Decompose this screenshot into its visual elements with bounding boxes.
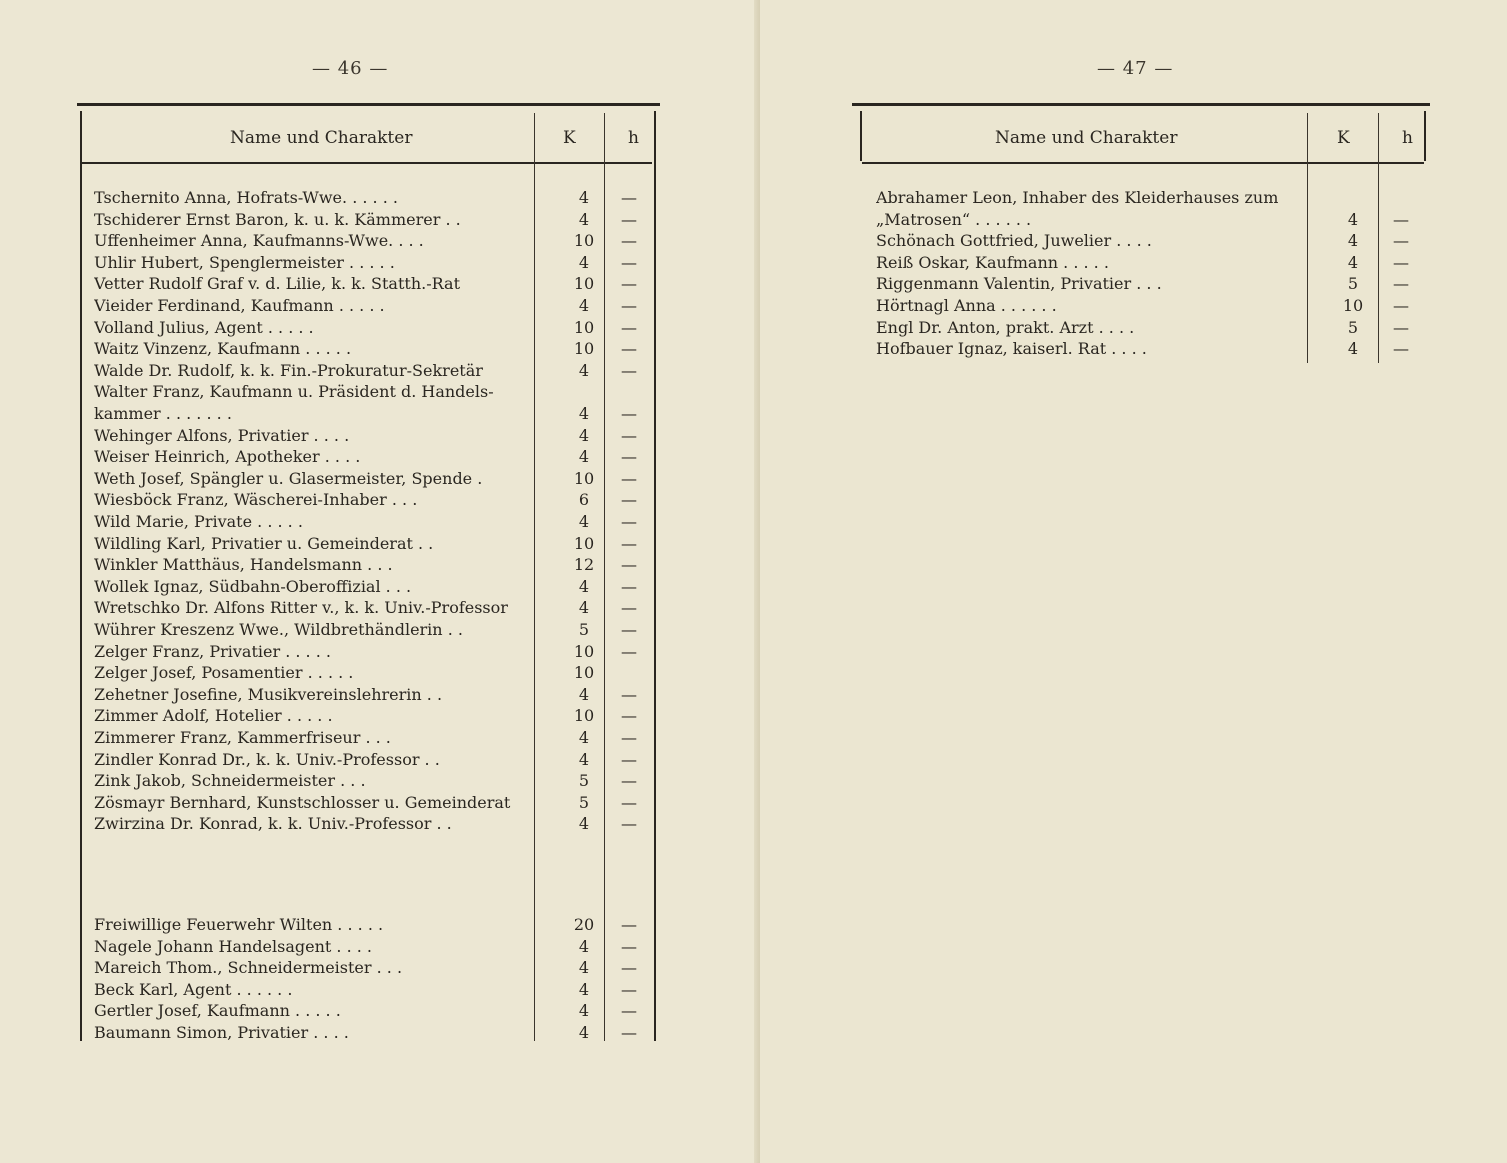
- entry-h-value: —: [621, 339, 637, 359]
- entry-h-value: —: [621, 749, 637, 769]
- entry-name: Weiser Heinrich, Apotheker . . . .: [94, 447, 361, 467]
- entry-h-value: —: [621, 706, 637, 726]
- entry-name: Nagele Johann Handelsagent . . . .: [94, 936, 373, 956]
- header-rule-right: [862, 162, 1424, 164]
- entry-k-value: 10: [573, 663, 595, 683]
- entry-name: Wildling Karl, Privatier u. Gemeinderat . .: [94, 533, 434, 553]
- entry-h-value: —: [621, 360, 637, 380]
- column-header-name-left: Name und Charakter: [230, 128, 413, 148]
- entry-name: Vieider Ferdinand, Kaufmann . . . . .: [94, 296, 385, 315]
- entry-k-value: 6: [578, 490, 590, 510]
- entry-name: Weth Josef, Spängler u. Glasermeister, Spende .: [94, 468, 483, 488]
- entry-name: Wehinger Alfons, Privatier . . . .: [94, 425, 350, 445]
- entry-h-value: —: [1393, 274, 1409, 294]
- table-row: [94, 489, 646, 511]
- table-row: [94, 252, 646, 274]
- entry-h-value: —: [621, 936, 637, 956]
- entry-name: Zösmayr Bernhard, Kunstschlosser u. Gemeinderat: [94, 792, 511, 812]
- entry-name: Schönach Gottfried, Juwelier . . . .: [876, 231, 1152, 251]
- entry-k-value: 4: [578, 1001, 590, 1021]
- entry-name: Gertler Josef, Kaufmann . . . . .: [94, 1001, 341, 1021]
- entry-name: Wiesböck Franz, Wäscherei-Inhaber . . .: [94, 490, 418, 510]
- table-row: [94, 813, 646, 835]
- entry-k-value: 4: [578, 684, 590, 704]
- table-row: [876, 187, 1418, 209]
- entry-name: Abrahamer Leon, Inhaber des Kleiderhauses zum: [876, 188, 1279, 207]
- entry-h-value: —: [621, 404, 637, 423]
- entry-h-value: —: [621, 490, 637, 510]
- entry-name: Walde Dr. Rudolf, k. k. Fin.-Prokuratur-Sekretär: [94, 360, 483, 380]
- entry-k-value: 10: [573, 231, 595, 251]
- top-rule-right: [852, 103, 1430, 106]
- entry-name: Walter Franz, Kaufmann u. Präsident d. Handels-: [94, 382, 494, 402]
- entry-k-value: 5: [1347, 274, 1359, 294]
- entry-k-value: 12: [573, 555, 595, 575]
- entry-h-value: —: [621, 1001, 637, 1021]
- entry-name: Uhlir Hubert, Spenglermeister . . . . .: [94, 252, 395, 272]
- table-row: [94, 792, 646, 814]
- entry-name: Tschernito Anna, Hofrats-Wwe. . . . . .: [94, 188, 398, 207]
- column-header-name-right: Name und Charakter: [995, 128, 1178, 148]
- entry-name: Mareich Thom., Schneidermeister . . .: [94, 958, 403, 978]
- entry-h-value: —: [621, 231, 637, 251]
- table-row: [876, 338, 1418, 360]
- entry-name: Freiwillige Feuerwehr Wilten . . . . .: [94, 915, 384, 934]
- entry-name: Hofbauer Ignaz, kaiserl. Rat . . . .: [876, 339, 1147, 359]
- entry-k-value: 4: [578, 936, 590, 956]
- table-row: [94, 705, 646, 727]
- entry-h-value: —: [621, 447, 637, 467]
- table-row: [94, 684, 646, 706]
- entry-name: Reiß Oskar, Kaufmann . . . . .: [876, 252, 1109, 272]
- entry-h-value: —: [621, 598, 637, 618]
- table-row: [94, 317, 646, 339]
- table-row: [94, 979, 646, 1001]
- entry-k-value: 5: [1347, 317, 1359, 337]
- entry-k-value: 10: [573, 274, 595, 294]
- entry-h-value: —: [621, 620, 637, 639]
- table-row: [94, 425, 646, 447]
- table-row: [94, 446, 646, 468]
- entry-name: Baumann Simon, Privatier . . . .: [94, 1023, 349, 1042]
- entry-name: Zwirzina Dr. Konrad, k. k. Univ.-Professor . .: [94, 814, 452, 834]
- entry-h-value: —: [1393, 339, 1409, 359]
- entry-name: Zimmerer Franz, Kammerfriseur . . .: [94, 728, 391, 747]
- column-header-k-right: K: [1337, 128, 1350, 148]
- entry-k-value: 4: [578, 447, 590, 467]
- entry-h-value: —: [621, 979, 637, 999]
- entry-h-value: —: [621, 684, 637, 704]
- table-row: [876, 273, 1418, 295]
- entry-k-value: 10: [573, 706, 595, 726]
- entry-name: Zelger Franz, Privatier . . . . .: [94, 641, 331, 661]
- right-page: [760, 0, 1507, 1163]
- entry-name: Volland Julius, Agent . . . . .: [94, 317, 314, 337]
- table-row: [94, 770, 646, 792]
- entry-k-value: 4: [578, 814, 590, 834]
- table-row: [876, 317, 1418, 339]
- entry-name: Wretschko Dr. Alfons Ritter v., k. k. Univ.-Professor: [94, 598, 508, 618]
- entry-h-value: —: [621, 296, 637, 315]
- entry-h-value: —: [621, 814, 637, 834]
- entry-name: Engl Dr. Anton, prakt. Arzt . . . .: [876, 317, 1135, 337]
- table-row: [94, 338, 646, 360]
- table-row: [94, 230, 646, 252]
- header-rule-left: [82, 162, 652, 164]
- entry-k-value: 4: [1347, 339, 1359, 359]
- entry-name: „Matrosen“ . . . . . .: [876, 209, 1032, 229]
- entry-name: Zehetner Josefine, Musikvereinslehrerin . .: [94, 684, 443, 704]
- entry-name: Wührer Kreszenz Wwe., Wildbrethändlerin . .: [94, 620, 463, 639]
- table-row: [94, 1000, 646, 1022]
- table-row: [94, 727, 646, 749]
- top-rule-left: [77, 103, 660, 106]
- entry-name: Winkler Matthäus, Handelsmann . . .: [94, 555, 393, 575]
- entry-k-value: 4: [578, 979, 590, 999]
- entry-name: Vetter Rudolf Graf v. d. Lilie, k. k. Statth.-Rat: [94, 274, 460, 294]
- table-row: [94, 360, 646, 382]
- entry-h-value: —: [621, 728, 637, 747]
- table-row: [94, 554, 646, 576]
- entry-k-value: 4: [578, 252, 590, 272]
- entry-k-value: 5: [578, 620, 590, 639]
- entry-h-value: —: [621, 792, 637, 812]
- entry-h-value: —: [1393, 231, 1409, 251]
- column-header-h-left: h: [628, 128, 639, 148]
- entry-h-value: —: [621, 274, 637, 294]
- entry-name: Uffenheimer Anna, Kaufmanns-Wwe. . . .: [94, 231, 424, 251]
- entry-name: Riggenmann Valentin, Privatier . . .: [876, 274, 1162, 294]
- table-row: [94, 957, 646, 979]
- table-row: [94, 209, 646, 231]
- entry-k-value: 4: [578, 1023, 590, 1042]
- table-row: [94, 1022, 646, 1044]
- table-row: [94, 619, 646, 641]
- entry-k-value: 4: [578, 512, 590, 531]
- table-row: [94, 749, 646, 771]
- entry-k-value: 4: [578, 958, 590, 978]
- entry-h-value: —: [621, 576, 637, 596]
- entry-h-value: —: [621, 771, 637, 791]
- entry-k-value: 10: [573, 317, 595, 337]
- entry-k-value: 4: [1347, 252, 1359, 272]
- entry-k-value: 4: [578, 296, 590, 315]
- table-row: [94, 533, 646, 555]
- entry-k-value: 4: [578, 360, 590, 380]
- entry-h-value: —: [621, 641, 637, 661]
- entry-h-value: —: [1393, 317, 1409, 337]
- table-row: [94, 576, 646, 598]
- table-row: [94, 662, 646, 684]
- entry-k-value: 4: [578, 425, 590, 445]
- entry-h-value: —: [1393, 209, 1409, 229]
- entry-k-value: 4: [578, 598, 590, 618]
- entry-name: Waitz Vinzenz, Kaufmann . . . . .: [94, 339, 352, 359]
- entry-k-value: 10: [573, 533, 595, 553]
- entry-k-value: 10: [573, 641, 595, 661]
- entry-name: Wollek Ignaz, Südbahn-Oberoffizial . . .: [94, 576, 412, 596]
- entry-k-value: 4: [1347, 231, 1359, 251]
- table-row: [876, 295, 1418, 317]
- column-header-k-left: K: [563, 128, 576, 148]
- column-header-h-right: h: [1402, 128, 1413, 148]
- table-row: [94, 641, 646, 663]
- table-row: [94, 597, 646, 619]
- entry-h-value: —: [1393, 252, 1409, 272]
- entry-h-value: —: [621, 188, 637, 207]
- table-row: [94, 511, 646, 533]
- entry-k-value: 4: [578, 728, 590, 747]
- entry-h-value: —: [621, 1023, 637, 1042]
- table-row: [94, 914, 646, 936]
- entry-k-value: 10: [573, 468, 595, 488]
- entry-h-value: —: [621, 533, 637, 553]
- entry-k-value: 4: [578, 188, 590, 207]
- table-row: [94, 381, 646, 403]
- entry-name: Zimmer Adolf, Hotelier . . . . .: [94, 706, 333, 726]
- table-row: [94, 187, 646, 209]
- table-row: [94, 273, 646, 295]
- entry-k-value: 5: [578, 771, 590, 791]
- entry-k-value: 4: [578, 209, 590, 229]
- page-number-left: — 46 —: [312, 58, 389, 79]
- entry-name: Tschiderer Ernst Baron, k. u. k. Kämmerer . .: [94, 209, 461, 229]
- entry-k-value: 5: [578, 792, 590, 812]
- entry-name: Zink Jakob, Schneidermeister . . .: [94, 771, 366, 791]
- table-row: [876, 230, 1418, 252]
- entry-k-value: 4: [578, 749, 590, 769]
- table-row: [94, 936, 646, 958]
- entry-k-value: 4: [578, 576, 590, 596]
- table-row: [94, 295, 646, 317]
- entry-k-value: 10: [573, 339, 595, 359]
- entry-k-value: 20: [573, 915, 595, 934]
- table-row: [876, 209, 1418, 231]
- table-row: [94, 403, 646, 425]
- entry-k-value: 4: [1347, 209, 1359, 229]
- entry-h-value: —: [621, 317, 637, 337]
- entry-name: Beck Karl, Agent . . . . . .: [94, 979, 293, 999]
- entry-k-value: 4: [578, 404, 590, 423]
- entry-name: Zindler Konrad Dr., k. k. Univ.-Professor . .: [94, 749, 440, 769]
- entry-h-value: —: [621, 915, 637, 934]
- entry-h-value: —: [621, 555, 637, 575]
- table-row: [876, 252, 1418, 274]
- entry-h-value: —: [621, 512, 637, 531]
- entry-name: Hörtnagl Anna . . . . . .: [876, 296, 1057, 315]
- entry-name: kammer . . . . . . .: [94, 404, 232, 423]
- table-row: [94, 468, 646, 490]
- entry-h-value: —: [1393, 296, 1409, 315]
- entry-h-value: —: [621, 252, 637, 272]
- page-number-right: — 47 —: [1097, 58, 1174, 79]
- entry-h-value: —: [621, 425, 637, 445]
- entry-name: Zelger Josef, Posamentier . . . . .: [94, 663, 354, 683]
- entry-h-value: —: [621, 958, 637, 978]
- entry-h-value: —: [621, 209, 637, 229]
- entry-k-value: 10: [1342, 296, 1364, 315]
- entry-name: Wild Marie, Private . . . . .: [94, 512, 303, 531]
- entry-h-value: —: [621, 468, 637, 488]
